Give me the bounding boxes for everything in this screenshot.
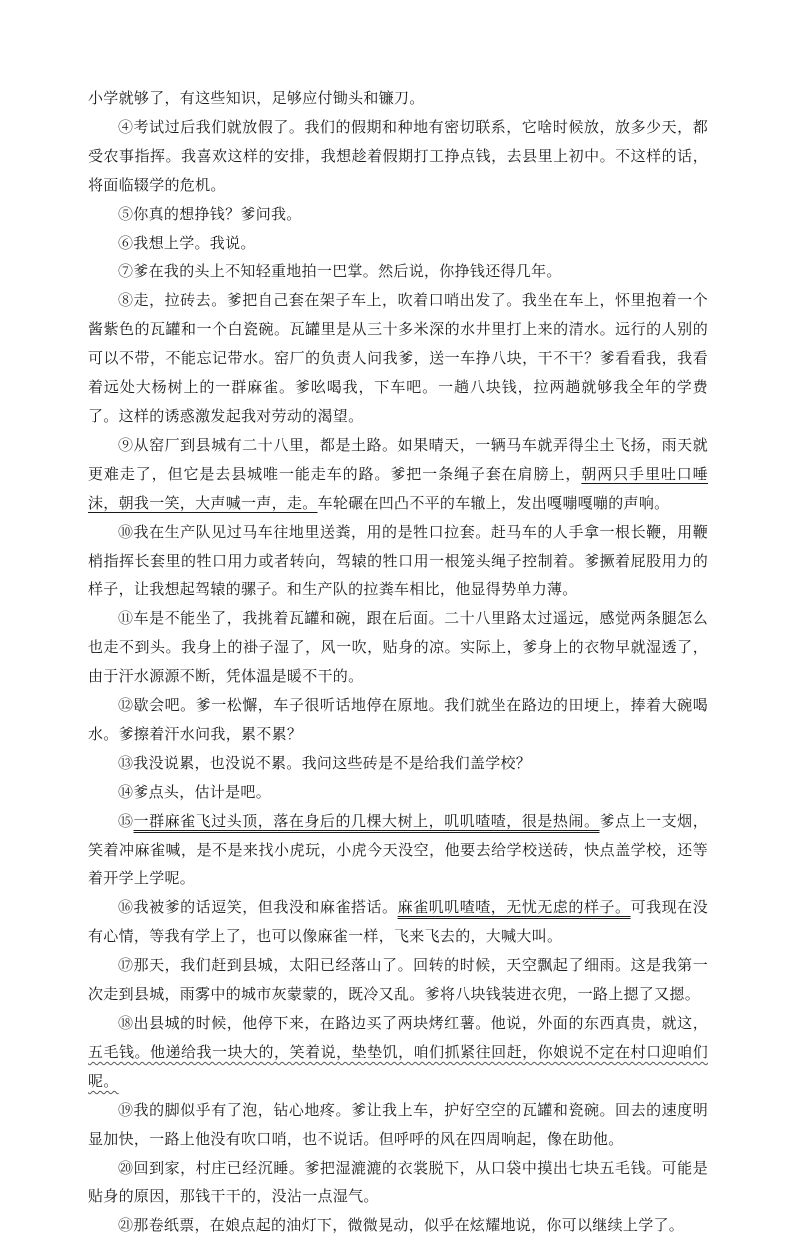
paragraph-p14 xyxy=(88,778,708,807)
paragraph-text: ⑲我的脚似乎有了泡，钻心地疼。爹让我上车，护好空空的瓦罐和瓷碗。回去的速度明显加快，一路上他没有吹口哨，也不说话。但呼呼的风在四周响起，像在助他。 xyxy=(88,1100,708,1148)
paragraph-text: ⑬我没说累，也没说不累。我问这些砖是不是给我们盖学校？ xyxy=(118,753,532,772)
paragraph-text: ⑳回到家，村庄已经沉睡。爹把湿漉漉的衣裳脱下，从口袋中摸出七块五毛钱。可能是贴身的原因，那钱干干的，没沾一点湿气。 xyxy=(88,1158,708,1206)
paragraph-p8 xyxy=(88,286,708,431)
underlined-text: 一群麻雀飞过头顶，落在身后的几棵大树上，叽叽喳喳，很是热闹。 xyxy=(133,811,600,830)
paragraph-p15 xyxy=(88,807,708,894)
paragraph-p10 xyxy=(88,518,708,605)
paragraph-text: ④考试过后我们就放假了。我们的假期和种地有密切联系，它啥时候放，放多少天，都受农事指挥。我喜欢这样的安排，我想趁着假期打工挣点钱，去县里上初中。不这样的话，将面临辍学的危机。 xyxy=(88,117,708,194)
paragraph-text: ⑧走，拉砖去。爹把自己套在架子车上，吹着口哨出发了。我坐在车上，怀里抱着一个酱紫色的瓦罐和一个白瓷碗。瓦罐里是从三十多米深的水井里打上来的清水。远行的人别的可以不带，不能忘记带水。窑厂的负责人问我爹，送一车挣八块，干不干？爹看看我，我看着远处大杨树上的一群麻雀。爹吆喝我，下车吧。一趟八块钱，拉两趟就够我全年的学费了。这样的诱惑激发起我对劳动的渴望。 xyxy=(88,291,708,425)
paragraph-p21 xyxy=(88,1211,708,1240)
document-body xyxy=(88,84,708,1240)
paragraph-text: ⑦爹在我的头上不知轻重地拍一巴掌。然后说，你挣钱还得几年。 xyxy=(118,262,562,281)
paragraph-text: 小学就够了，有这些知识，足够应付锄头和镰刀。 xyxy=(88,89,425,107)
paragraph-p12 xyxy=(88,691,708,749)
underlined-text: 朝两只手里吐口唾沫，朝我一笑，大声喊一声，走。 xyxy=(88,464,708,512)
paragraph-text: ⑤你真的想挣钱？爹问我。 xyxy=(118,204,302,223)
paragraph-p7 xyxy=(88,257,708,286)
paragraph-text: ⑰那天，我们赶到县城，太阳已经落山了。回转的时候，天空飘起了细雨。这是我第一次走到县城，雨雾中的城市灰蒙蒙的，既冷又乱。爹将八块钱装进衣兜，一路上摁了又摁。 xyxy=(88,956,708,1004)
paragraph-p13 xyxy=(88,749,708,778)
paragraph-text: ⑥我想上学。我说。 xyxy=(118,233,256,252)
paragraph-text: ⑭爹点头，估计是吧。 xyxy=(118,782,272,801)
paragraph-p11 xyxy=(88,604,708,691)
paragraph-p16 xyxy=(88,893,708,951)
paragraph-p5 xyxy=(88,200,708,229)
paragraph-text: ㉑那卷纸票，在娘点起的油灯下，微微晃动，似乎在炫耀地说，你可以继续上学了。 xyxy=(118,1216,685,1235)
paragraph-p6 xyxy=(88,229,708,258)
paragraph-text: ⑱出县城的时候，他停下来，在路边买了两块烤红薯。他说，外面的东西真贵，就这， xyxy=(118,1014,708,1032)
paragraph-text: ⑨从窑厂到县城有二十八里，都是土路。如果晴天，一辆马车就弄得尘土飞扬，雨天就更难走了，但它是去县城唯一能走车的路。爹把一条绳子套在肩膀上， xyxy=(88,435,708,483)
underlined-text: 麻雀叽叽喳喳，无忧无虑的样子。 xyxy=(397,898,631,917)
paragraph-p9 xyxy=(88,431,708,518)
paragraph-text: ⑩我在生产队见过马车往地里送粪，用的是牲口拉套。赶马车的人手拿一根长鞭，用鞭梢指挥长套里的牲口用力或者转向，驾辕的牲口用一根笼头绳子控制着。爹撅着屁股用力的样子，让我想起驾辕的骡子。和生产队的拉粪车相比，他显得势单力薄。 xyxy=(88,522,708,599)
paragraph-text: ⑯我被爹的话逗笑，但我没和麻雀搭话。 xyxy=(118,898,398,917)
paragraph-text: ⑫歇会吧。爹一松懈，车子很听话地停在原地。我们就坐在路边的田埂上，捧着大碗喝水。爹擦着汗水问我，累不累？ xyxy=(88,696,708,743)
paragraph-text: ⑮ xyxy=(118,811,134,830)
paragraph-p19 xyxy=(88,1096,708,1154)
paragraph-text: 可我现在没有心情，等我有学上了，也可以像麻雀一样，飞来飞去的，大喊大叫。 xyxy=(88,898,708,946)
paragraph-text: 车轮碾在凹凸不平的车辙上，发出嘎嘣嘎嘣的声响。 xyxy=(317,493,670,512)
paragraph-p4 xyxy=(88,113,708,200)
paragraph-text: ⑪车是不能坐了，我挑着瓦罐和碗，跟在后面。二十八里路太过遥远，感觉两条腿怎么也走不到头。我身上的褂子湿了，风一吹，贴身的凉。实际上，爹身上的衣物早就湿透了，由于汗水源源不断，凭体温是暖不干的。 xyxy=(88,609,708,686)
paragraph-p20 xyxy=(88,1154,708,1212)
paragraph-p18 xyxy=(88,1009,708,1096)
paragraph-text: 爹点上一支烟，笑着冲麻雀喊，是不是来找小虎玩，小虎今天没空，他要去给学校送砖，快点盖学校，还等着开学上学呢。 xyxy=(88,811,708,888)
underlined-text: 五毛钱。他递给我一块大的，笑着说，垫垫饥，咱们抓紧往回赶，你娘说不定在村口迎咱们呢。 xyxy=(88,1042,708,1090)
paragraph-p0 xyxy=(88,84,708,113)
paragraph-p17 xyxy=(88,951,708,1009)
